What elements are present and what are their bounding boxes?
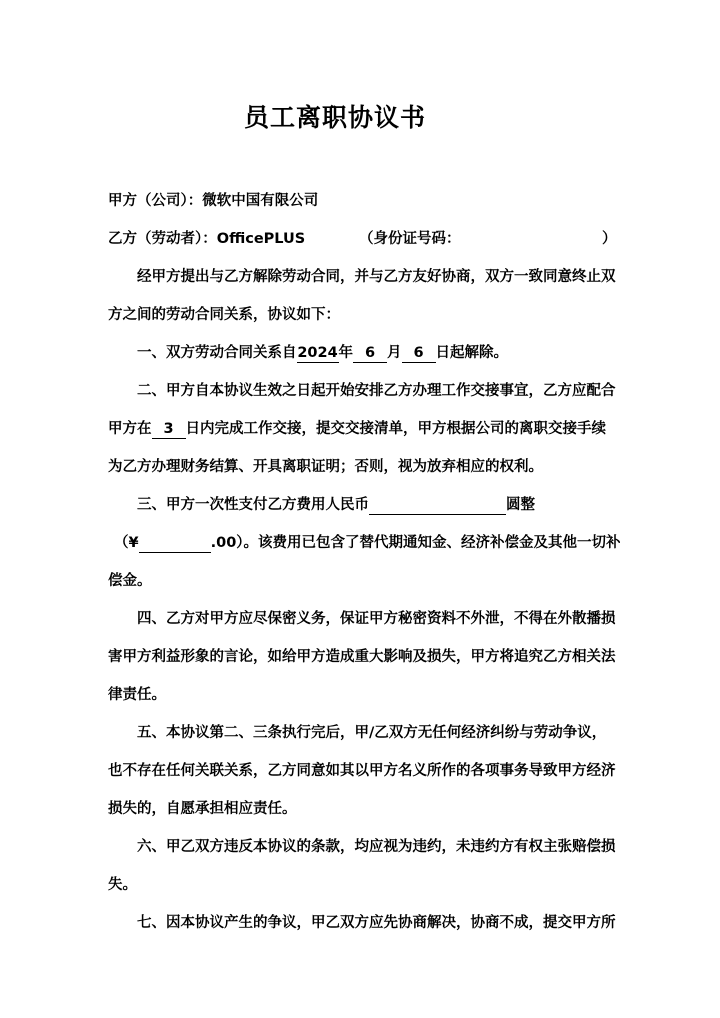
party-b-id-label: （身份证号码： xyxy=(359,231,461,247)
clause-4-line-1: 四、乙方对甲方应尽保密义务，保证甲方秘密资料不外泄，不得在外散播损 xyxy=(137,611,616,627)
clause-1-year: 2024 xyxy=(297,345,338,361)
clause-2-line-1: 二、甲方自本协议生效之日起开始安排乙方办理工作交接事宜，乙方应配合 xyxy=(137,383,616,399)
clause-5-line-2: 也不存在任何关联关系，乙方同意如其以甲方名义所作的各项事务导致甲方经济 xyxy=(108,763,616,779)
intro-line-2: 方之间的劳动合同关系，协议如下： xyxy=(108,307,340,323)
clause-4-line-2: 害甲方利益形象的言论，如给甲方造成重大影响及损失，甲方将追究乙方相关法 xyxy=(108,649,616,665)
amount-number-blank xyxy=(139,536,211,553)
clause-3-line-2-suffix: .00）。该费用已包含了替代期通知金、经济补偿金及其他一切补 xyxy=(210,535,621,551)
clause-6-line-1: 六、甲乙双方违反本协议的条款，均应视为违约，未违约方有权主张赔偿损 xyxy=(137,839,616,855)
party-a-label: 甲方（公司）： xyxy=(108,193,203,209)
party-b-label: 乙方（劳动者）： xyxy=(108,231,217,247)
clause-3-prefix: 三、甲方一次性支付乙方费用人民币 xyxy=(137,497,369,513)
clause-1-prefix: 一、双方劳动合同关系自 xyxy=(137,345,297,361)
clause-1-year-unit: 年 xyxy=(338,345,353,361)
clause-1-suffix: 日起解除。 xyxy=(435,345,508,361)
clause-2-line-2 xyxy=(108,419,606,439)
document-title: 员工离职协议书 xyxy=(243,103,426,132)
clause-3-line-2-prefix: （¥ xyxy=(114,535,139,551)
clause-4-line-3: 律责任。 xyxy=(108,687,166,703)
clause-6-line-2: 失。 xyxy=(108,877,137,893)
clause-2-line-3: 为乙方办理财务结算、开具离职证明；否则，视为放弃相应的权利。 xyxy=(108,459,543,475)
party-b-line xyxy=(108,229,617,249)
clause-1-month: 6 xyxy=(353,344,387,363)
clause-7-line-1: 七、因本协议产生的争议，甲乙双方应先协商解决，协商不成，提交甲方所 xyxy=(137,915,616,931)
party-b-id-close: ） xyxy=(602,231,617,247)
clause-2-suffix: 日内完成工作交接，提交交接清单，甲方根据公司的离职交接手续 xyxy=(185,421,606,437)
clause-2-days: 3 xyxy=(152,420,186,439)
clause-3-line-2 xyxy=(114,533,621,553)
clause-5-line-1: 五、本协议第二、三条执行完后，甲/乙双方无任何经济纠纷与劳动争议， xyxy=(137,725,607,741)
intro-line-1: 经甲方提出与乙方解除劳动合同，并与乙方友好协商，双方一致同意终止双 xyxy=(137,269,616,285)
clause-3-suffix: 圆整 xyxy=(506,497,535,513)
clause-3-line-3: 偿金。 xyxy=(108,573,152,589)
clause-1 xyxy=(137,343,508,363)
clause-5-line-3: 损失的，自愿承担相应责任。 xyxy=(108,801,297,817)
clause-2-prefix: 甲方在 xyxy=(108,421,152,437)
clause-3-line-1 xyxy=(137,495,535,515)
amount-words-blank xyxy=(369,498,506,515)
party-a-line xyxy=(108,191,318,211)
clause-1-day: 6 xyxy=(402,344,436,363)
party-a-value: 微软中国有限公司 xyxy=(202,193,319,209)
party-b-value: OfficePLUS xyxy=(216,231,306,247)
clause-1-month-unit: 月 xyxy=(387,345,402,361)
